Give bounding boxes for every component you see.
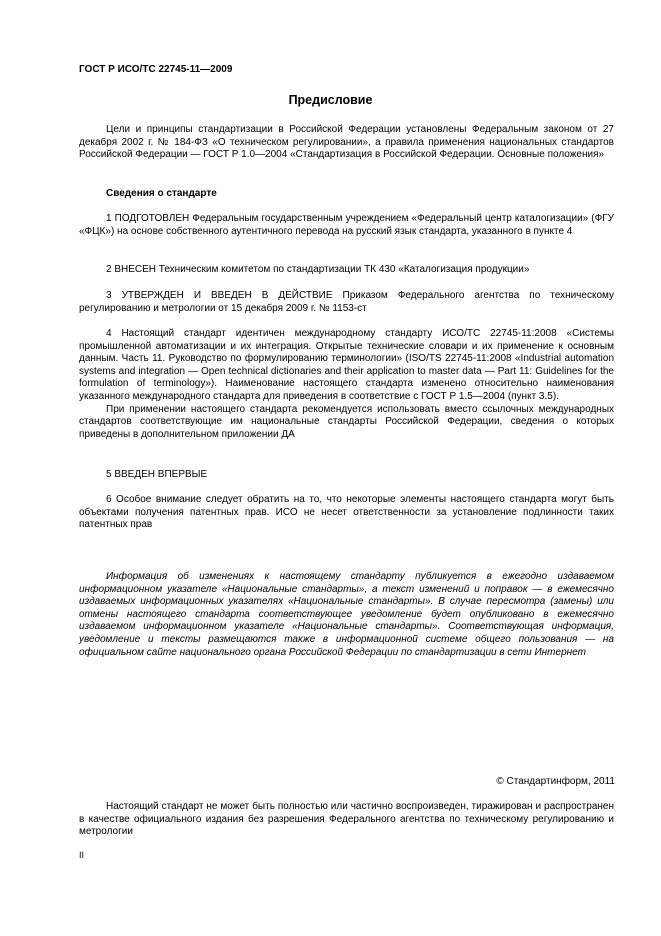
reproduction-notice: [79, 801, 614, 839]
item-1: [79, 213, 614, 238]
item-5: [79, 469, 614, 482]
item-6: [79, 494, 614, 532]
item-3-text: 3 УТВЕРЖДЕН И ВВЕДЕН В ДЕЙСТВИЕ Приказом Федерального агентства по техническому регулированию и метрологии от 15 декабря 2009 г. № 1153-ст: [79, 290, 614, 314]
amendments-note-text: Информация об изменениях к настоящему стандарту публикуется в ежегодно издаваемом информационном указателе «Национальные стандарты», а текст изменений и поправок — в ежемесячно издаваемых информационных указателях «Национальные стандарты». В случае пересмотра (замены) или отмены настоящего стандарта соответствующее уведомление будет опубликовано в ежемесячно издаваемом информационном указателе «Национальные стандарты». Соответствующая информация, уведомление и тексты размещаются также в информационной системе общего пользования — на официальном сайте национального органа Российской Федерации по стандартизации в сети Интернет: [79, 571, 614, 658]
item-3: [79, 290, 614, 315]
item-4: [79, 328, 614, 441]
item-2: [79, 264, 614, 277]
item-6-text: 6 Особое внимание следует обратить на то, что некоторые элементы настоящего стандарта могут быть объектами получения патентных прав. ИСО не несет ответственности за установление подлинности таких патентных прав: [79, 494, 614, 531]
info-heading: Сведения о стандарте: [106, 188, 217, 199]
item-1-text: 1 ПОДГОТОВЛЕН Федеральным государственным учреждением «Федеральный центр каталогизации» (ФГУ «ФЦК») на основе собственного аутентичного перевода на русский язык стандарта, указанного в пункте 4: [79, 213, 614, 237]
item-4-note: При применении настоящего стандарта рекомендуется использовать вместо ссылочных международных стандартов соответствующие им национальные стандарты Российской Федерации, сведения о которых приведены в дополнительном приложении ДА: [79, 403, 614, 440]
item-4-text: 4 Настоящий стандарт идентичен международному стандарту ИСО/ТС 22745-11:2008 «Системы промышленной автоматизации и их интеграция. Открытые технические словари и их применение к основным данным. Часть 11. Руководство по формулированию терминологии» (ISO/TS 22745-11:2008 «Industrial automation systems and integration — Open technical dictionaries and their application to master data — Part 11: Guidelines for the formulation of terminology»). Наименование настоящего стандарта изменено относительно наименования указанного международного стандарта для приведения в соответствие с ГОСТ Р 1.5—2004 (пункт 3.5).: [79, 328, 614, 402]
page-number: II: [79, 850, 85, 860]
copyright: © Стандартинформ, 2011: [496, 776, 615, 787]
intro-section: [79, 124, 614, 162]
item-5-text: 5 ВВЕДЕН ВПЕРВЫЕ: [106, 469, 208, 480]
reproduction-notice-text: Настоящий стандарт не может быть полностью или частично воспроизведен, тиражирован и распространен в качестве официального издания без разрешения Федерального агентства по техническому регулированию и метрологии: [79, 801, 614, 838]
standard-code: ГОСТ Р ИСО/ТС 22745-11—2009: [79, 64, 233, 75]
page-title: Предисловие: [288, 93, 373, 107]
intro-paragraph: Цели и принципы стандартизации в Российской Федерации установлены Федеральным законом от 27 декабря 2002 г. № 184-ФЗ «О техническом регулировании», а правила применения национальных стандартов Российской Федерации — ГОСТ Р 1.0—2004 «Стандартизация в Российской Федерации. Основные положения»: [79, 124, 614, 161]
item-2-text: 2 ВНЕСЕН Техническим комитетом по стандартизации ТК 430 «Каталогизация продукции»: [106, 264, 530, 275]
amendments-note: [79, 571, 614, 659]
